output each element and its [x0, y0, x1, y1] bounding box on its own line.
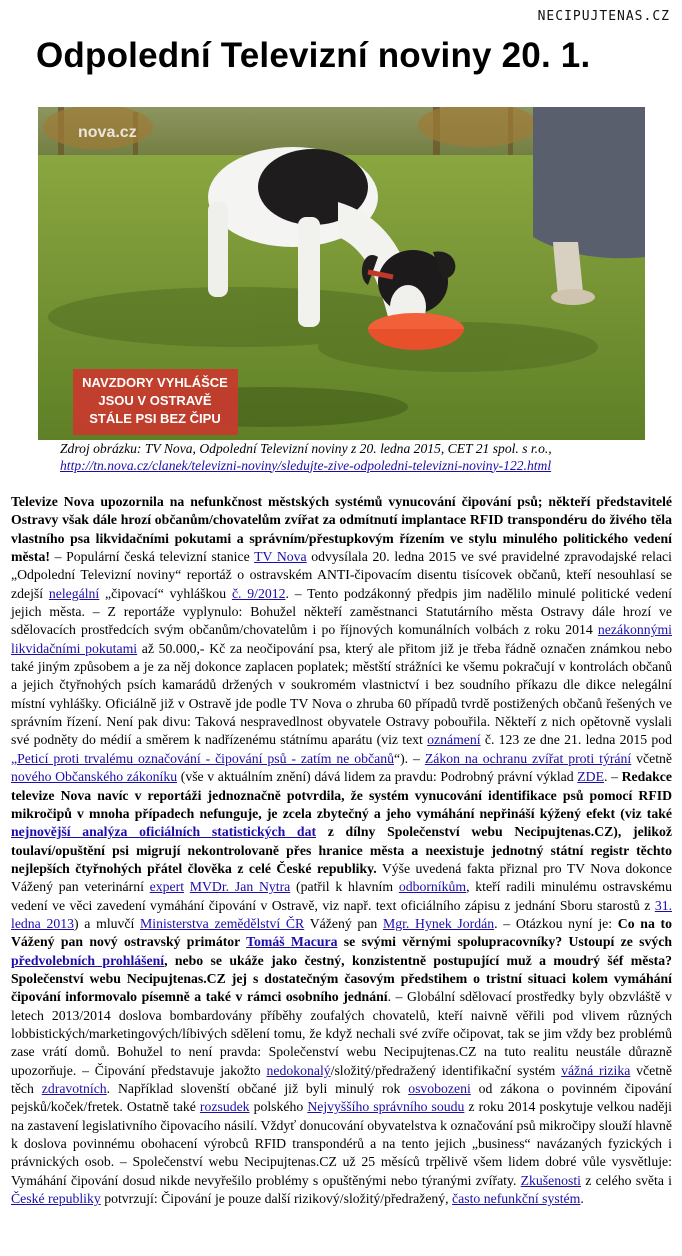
- overlay-line-1: NAVZDORY VYHLÁŠCE: [82, 375, 228, 390]
- article-text: .: [580, 1191, 584, 1207]
- link-pokuty[interactable]: nezákonnými likvidačními pokutami: [11, 622, 672, 656]
- overlay-line-3: STÁLE PSI BEZ ČIPU: [89, 411, 221, 426]
- article-text: odvysílala 20. ledna 2015 ve své pravidelné zpravodajské relaci „Odpolední Televizní noviny“ reportáž o ostravském ANTI-čipovacím disentu tisícovek občanů, kteří nesouhlasí se zdejší: [11, 549, 672, 601]
- news-photo: [38, 107, 645, 440]
- bold-text: Co na to Vážený pan nový ostravský primátor: [11, 915, 672, 950]
- caption-source-link[interactable]: http://tn.nova.cz/clanek/televizni-noviny/sledujte-zive-odpoledni-televizni-noviny-122.html: [60, 457, 552, 473]
- article-text: Výše uvedená fakta přiznal pro TV Nova dokonce Vážený pan veterinární: [11, 860, 673, 895]
- link-ceske-republiky[interactable]: České republiky: [11, 1191, 101, 1207]
- bold-text: z dílny Společenství webu Necipujtenas.CZ), jelikož toulaví/opuštění psi migrují nekontrolovaně přes hranice města a neexistuje jednotný státní registr těchto nejlepších čtyřnohých přátel člověka z celé České republiky.: [11, 824, 672, 876]
- article-text: (patřil k hlavním: [290, 879, 399, 895]
- article-text: /složitý/předražený identifikační systém: [330, 1062, 562, 1078]
- article-text: Vážený pan: [304, 915, 383, 931]
- link-zakon-ochrana-zvirat[interactable]: Zákon na ochranu zvířat proti týrání: [424, 750, 632, 766]
- article-text: polského: [249, 1099, 308, 1115]
- article-text: z celého světa i: [581, 1172, 673, 1188]
- page-title: Odpolední Televizní noviny 20. 1.: [36, 36, 591, 75]
- link-zde[interactable]: ZDE: [577, 769, 605, 785]
- overlay-line-2: JSOU V OSTRAVĚ: [98, 393, 212, 408]
- link-zdravotnich[interactable]: zdravotních: [41, 1081, 107, 1096]
- article-text: potvrzují: Čipování je pouze další rizikový/složitý/předražený,: [100, 1191, 453, 1207]
- article-text: od zákona o povinném čipování pejsků/koček/fretek. Ostatně také: [11, 1081, 673, 1115]
- bold-text: Redakce televize Nova navíc v reportáži jednoznačně potvrdila, že systém vynucování identifikace psů pomocí RFID mikročipů v mnoha případech nefunguje, je zcela zbytečný a jeho vymáhání nepřináší kýžený efekt (viz také: [11, 769, 673, 821]
- article-text: , kteří radili minulému ostravskému vedení ve věci zavedení vymáhání čipování v Ostravě, viz např. text oficiálního zápisu z jednání Sboru starostů z: [11, 879, 673, 913]
- article-text: až 50.000,- Kč za neočipování psa, který ale přitom již je třeba řádně označen známkou nebo také jiným způsobem a je za něj dokonce zaplacen poplatek; městští strážníci ke všemu pokračují v kontrolách občanů a jejich čtyřnohých psích kamarádů držených v soukromém vlastnictví i bez soudního příkazu dle dikce nelegální místní vyhlášky. Oficiálně již v Ostravě jde podle TV Nova o zhruba 60 případů tvrdě postižených občanů řešených ve správním řízení. Není pak divu: Taková nespravedlnost obyvatele Ostravy pobouřila. Někteří z nich opětovně vyslali své podněty do médií a směrem k nadřízenému státnímu aparátu (viz text: [11, 640, 672, 748]
- link-tv-nova[interactable]: TV Nova: [254, 549, 307, 565]
- article-text: včetně: [631, 750, 673, 766]
- link-rozsudek[interactable]: rozsudek: [199, 1099, 250, 1115]
- link-macura[interactable]: Tomáš Macura: [246, 934, 338, 950]
- link-osvobozeni[interactable]: osvobozeni: [408, 1081, 471, 1096]
- article-text: . – Tento podzákonný předpis jim nadělilo minulé politické vedení jejich města. – Z reportáže vyplynulo: Bohužel někteří zaměstnanci Statutárního města Ostravy dále hrozí ve sdělovacích prostředcích svým občanům/chovatelům i po říjnových komunálních volbách z roku 2014: [11, 585, 672, 638]
- link-31-ledna-2013[interactable]: 31. ledna 2013: [11, 897, 672, 931]
- photo-caption: [60, 441, 660, 474]
- link-obcansky-zakonik[interactable]: nového Občanského zákoníku: [11, 769, 178, 785]
- article-text: – Populární česká televizní stanice: [49, 549, 255, 565]
- link-nedokonaly[interactable]: nedokonalý: [266, 1062, 331, 1078]
- link-mvdr-nytra[interactable]: MVDr. Jan Nytra: [189, 879, 291, 895]
- link-jordan[interactable]: Mgr. Hynek Jordán: [382, 915, 495, 931]
- article-text: “). –: [393, 750, 425, 766]
- article-text: „čipovací“ vyhláškou: [99, 585, 232, 601]
- link-nelegalni[interactable]: nelegální: [48, 585, 100, 601]
- link-ministerstvo[interactable]: Ministerstva zemědělství ČR: [140, 915, 305, 931]
- article-text: (vše v aktuálním znění) dává lidem za pravdu: Podrobný právní výklad: [177, 769, 578, 785]
- tv-nova-logo: [78, 124, 137, 141]
- link-vazna-rizika[interactable]: vážná rizika: [561, 1062, 631, 1078]
- site-label: NECIPUJTENAS.CZ: [537, 9, 670, 24]
- article-text: . Například slovenští občané již byli minulý rok: [106, 1081, 409, 1096]
- article-text: včetně těch: [11, 1062, 673, 1096]
- article-text: z roku 2014 poskytuje velkou naději na zastavení legislativního čipovacího násilí. Vždyť donucování obyvatelstva k označování psů mikročipy slouží hlavně k doslova povinnému obohacení výrobců RFID transpondérů a na tento jejich „business“ navázaných fyzických i právnických osob. – Společenství webu Necipujtenas.CZ už 25 měsíců trpělivě všem lidem dobré vůle vysvětluje: Vymáhání čipování dosud nikde nevyřešilo problémy s opuštěnými nebo týranými zvířaty.: [11, 1099, 672, 1188]
- link-oznameni[interactable]: oznámení: [427, 732, 481, 748]
- article-text: č. 123 ze dne 21. ledna 2015 pod: [480, 732, 672, 748]
- link-analyza[interactable]: nejnovější analýza oficiálních statistických dat: [11, 824, 317, 840]
- link-zkusenosti[interactable]: Zkušenosti: [520, 1172, 582, 1188]
- article-text: . –: [604, 769, 622, 785]
- link-expert[interactable]: expert: [149, 879, 185, 895]
- link-vyhlaska-9-2012[interactable]: č. 9/2012: [231, 585, 286, 601]
- link-odbornikum[interactable]: odborníkům: [398, 879, 467, 895]
- article-text: ) a mluvčí: [74, 915, 141, 931]
- caption-source: Zdroj obrázku: TV Nova, Odpolední Televizní noviny z 20. ledna 2015, CET 21 spol. s r.o.,: [60, 441, 552, 456]
- article-body: [11, 493, 672, 1208]
- bold-text: , nebo se ukáže jako čestný, konzistentně postupující muž a moudrý šéf města? Společenství webu Necipujtenas.CZ jej s dostatečným časovým předstihem o tristní situaci kolem vymáhání čipování informovalo písemně a také v rámci osobního jednání: [11, 952, 672, 1005]
- link-nefunkcni-system[interactable]: často nefunkční systém: [452, 1191, 581, 1207]
- lead-paragraph: Televize Nova upozornila na nefunkčnost městských systémů vynucování čipování psů; někteří představitelé Ostravy však dále hrozí občanům/chovatelům zvířat za odmítnutí implantace RFID transpondéru do živého těla vlastního psa likvidačními pokutami a správním/přestupkovým řízením ve stylu minulého politického vedení města!: [11, 494, 672, 565]
- article-text: . – Globální sdělovací prostředky byly obzvláště v letech 2013/2014 doslova bombardovány příběhy zoufalých chovatelů, kteří naivně věřili pod vlivem různých lobbistických/marketingových/líbivých sdělení tomu, že když nechali své zvíře očipovat, tak se jim vždy bez problémů zase vrátí domů. Bohužel to není pravda: Společenství webu Necipujtenas.CZ na tuto realitu neustále důrazně upozorňuje. – Čipování představuje jakožto: [11, 989, 672, 1078]
- link-predvolebni[interactable]: předvolebních prohlášení: [11, 952, 165, 968]
- tv-nova-logo-text: nova.cz: [78, 124, 137, 141]
- article-text: . – Otázkou nyní je:: [494, 915, 618, 931]
- bold-text: se svými věrnými spolupracovníky? Ustoupí ze svých: [337, 934, 673, 950]
- link-nejvyssi-soud[interactable]: Nejvyššího správního soudu: [307, 1099, 465, 1115]
- link-petice[interactable]: „Peticí proti trvalému označování - čipování psů - zatím ne občanů: [11, 750, 394, 766]
- news-overlay-box: [73, 369, 238, 435]
